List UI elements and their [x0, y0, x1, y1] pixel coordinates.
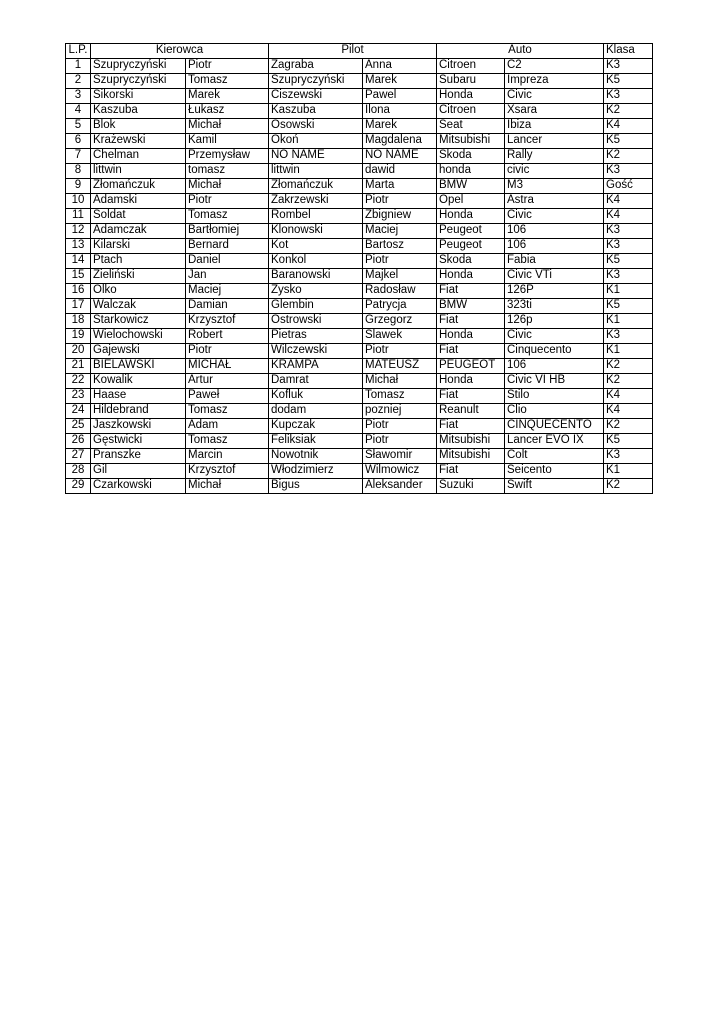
cell-klasa: K4 [604, 389, 653, 404]
table-row [66, 284, 653, 299]
cell-pilot-firstname: Radosław [363, 284, 437, 299]
cell-pilot-surname: KRAMPA [269, 359, 363, 374]
cell-lp: 16 [66, 284, 91, 299]
cell-lp: 9 [66, 179, 91, 194]
cell-car-model: civic [505, 164, 604, 179]
cell-driver-surname: Chelman [91, 149, 186, 164]
cell-car-make: Fiat [437, 419, 505, 434]
cell-lp: 8 [66, 164, 91, 179]
cell-driver-firstname: Paweł [186, 389, 269, 404]
cell-driver-surname: Adamski [91, 194, 186, 209]
table-row [66, 194, 653, 209]
cell-klasa: K5 [604, 74, 653, 89]
cell-pilot-surname: Glembin [269, 299, 363, 314]
cell-lp: 15 [66, 269, 91, 284]
cell-klasa: K3 [604, 239, 653, 254]
cell-lp: 10 [66, 194, 91, 209]
cell-klasa: K4 [604, 404, 653, 419]
cell-pilot-firstname: Piotr [363, 434, 437, 449]
cell-driver-surname: Ptach [91, 254, 186, 269]
cell-driver-firstname: Michał [186, 119, 269, 134]
cell-car-make: Citroen [437, 104, 505, 119]
cell-car-model: 106 [505, 239, 604, 254]
cell-car-make: Fiat [437, 344, 505, 359]
cell-pilot-firstname: Anna [363, 59, 437, 74]
cell-driver-surname: Starkowicz [91, 314, 186, 329]
table-row [66, 359, 653, 374]
cell-pilot-surname: Włodzimierz [269, 464, 363, 479]
cell-car-model: Colt [505, 449, 604, 464]
cell-klasa: K4 [604, 119, 653, 134]
cell-driver-firstname: Michał [186, 179, 269, 194]
cell-klasa: K1 [604, 344, 653, 359]
cell-driver-firstname: Daniel [186, 254, 269, 269]
cell-klasa: K2 [604, 359, 653, 374]
cell-pilot-firstname: Wilmowicz [363, 464, 437, 479]
cell-pilot-firstname: Piotr [363, 419, 437, 434]
cell-pilot-firstname: NO NAME [363, 149, 437, 164]
header-row [66, 44, 653, 59]
cell-pilot-firstname: Sławomir [363, 449, 437, 464]
table-row [66, 404, 653, 419]
cell-car-model: 126p [505, 314, 604, 329]
cell-driver-surname: Gil [91, 464, 186, 479]
cell-driver-surname: BIELAWSKI [91, 359, 186, 374]
cell-car-make: Fiat [437, 314, 505, 329]
cell-pilot-surname: Konkol [269, 254, 363, 269]
cell-klasa: K5 [604, 134, 653, 149]
cell-klasa: K5 [604, 434, 653, 449]
cell-pilot-firstname: Maciej [363, 224, 437, 239]
cell-driver-surname: Wielochowski [91, 329, 186, 344]
table-row [66, 464, 653, 479]
cell-car-make: Honda [437, 89, 505, 104]
cell-driver-firstname: Piotr [186, 344, 269, 359]
cell-lp: 26 [66, 434, 91, 449]
table-row [66, 134, 653, 149]
cell-car-model: Seicento [505, 464, 604, 479]
cell-klasa: K3 [604, 89, 653, 104]
cell-car-model: Clio [505, 404, 604, 419]
cell-driver-firstname: MICHAŁ [186, 359, 269, 374]
cell-klasa: K3 [604, 224, 653, 239]
cell-driver-firstname: Marcin [186, 449, 269, 464]
cell-car-model: M3 [505, 179, 604, 194]
cell-driver-surname: Adamczak [91, 224, 186, 239]
cell-pilot-firstname: Tomasz [363, 389, 437, 404]
cell-driver-surname: Haase [91, 389, 186, 404]
cell-pilot-firstname: Slawek [363, 329, 437, 344]
table-row [66, 239, 653, 254]
cell-pilot-surname: Feliksiak [269, 434, 363, 449]
cell-pilot-surname: Kaszuba [269, 104, 363, 119]
cell-driver-surname: Blok [91, 119, 186, 134]
cell-lp: 1 [66, 59, 91, 74]
cell-driver-firstname: Tomasz [186, 404, 269, 419]
cell-pilot-firstname: Magdalena [363, 134, 437, 149]
cell-klasa: K2 [604, 374, 653, 389]
cell-klasa: K3 [604, 449, 653, 464]
cell-klasa: Gość [604, 179, 653, 194]
cell-car-model: CINQUECENTO [505, 419, 604, 434]
cell-driver-firstname: Tomasz [186, 434, 269, 449]
cell-car-make: Citroen [437, 59, 505, 74]
table-row [66, 59, 653, 74]
cell-lp: 18 [66, 314, 91, 329]
cell-pilot-surname: Żysko [269, 284, 363, 299]
cell-pilot-firstname: Marek [363, 119, 437, 134]
table-row [66, 179, 653, 194]
table-row [66, 434, 653, 449]
cell-car-make: Peugeot [437, 224, 505, 239]
cell-lp: 20 [66, 344, 91, 359]
cell-pilot-surname: Rombel [269, 209, 363, 224]
cell-pilot-surname: Szupryczyński [269, 74, 363, 89]
cell-lp: 21 [66, 359, 91, 374]
cell-driver-surname: Pranszke [91, 449, 186, 464]
cell-pilot-surname: Damrat [269, 374, 363, 389]
cell-lp: 12 [66, 224, 91, 239]
cell-pilot-surname: Osowski [269, 119, 363, 134]
table-row [66, 104, 653, 119]
cell-car-model: Impreza [505, 74, 604, 89]
table-row [66, 74, 653, 89]
cell-driver-firstname: tomasz [186, 164, 269, 179]
cell-lp: 7 [66, 149, 91, 164]
table-row [66, 119, 653, 134]
cell-lp: 6 [66, 134, 91, 149]
cell-lp: 17 [66, 299, 91, 314]
header-pilot: Pilot [269, 44, 437, 59]
cell-pilot-firstname: pozniej [363, 404, 437, 419]
cell-car-model: Xsara [505, 104, 604, 119]
cell-car-model: Cinquecento [505, 344, 604, 359]
cell-driver-surname: Gęstwicki [91, 434, 186, 449]
cell-klasa: K1 [604, 284, 653, 299]
table-row [66, 224, 653, 239]
cell-car-model: Civic [505, 209, 604, 224]
cell-pilot-surname: Zakrzewski [269, 194, 363, 209]
cell-driver-firstname: Damian [186, 299, 269, 314]
cell-pilot-firstname: Majkel [363, 269, 437, 284]
table-row [66, 149, 653, 164]
cell-lp: 24 [66, 404, 91, 419]
cell-pilot-surname: littwin [269, 164, 363, 179]
cell-lp: 5 [66, 119, 91, 134]
table-row [66, 419, 653, 434]
cell-car-model: Lancer [505, 134, 604, 149]
cell-pilot-firstname: Grzegorz [363, 314, 437, 329]
table-row [66, 374, 653, 389]
table-row [66, 89, 653, 104]
cell-pilot-firstname: Piotr [363, 194, 437, 209]
cell-driver-surname: littwin [91, 164, 186, 179]
cell-car-make: Seat [437, 119, 505, 134]
cell-pilot-surname: Złomańczuk [269, 179, 363, 194]
table-row [66, 344, 653, 359]
cell-lp: 27 [66, 449, 91, 464]
cell-pilot-firstname: Pawel [363, 89, 437, 104]
cell-lp: 22 [66, 374, 91, 389]
table-row [66, 269, 653, 284]
cell-car-model: 106 [505, 224, 604, 239]
cell-klasa: K2 [604, 104, 653, 119]
cell-car-make: Reanult [437, 404, 505, 419]
cell-driver-surname: Walczak [91, 299, 186, 314]
cell-pilot-firstname: Bartosz [363, 239, 437, 254]
cell-car-make: Skoda [437, 254, 505, 269]
cell-driver-firstname: Maciej [186, 284, 269, 299]
cell-car-make: Fiat [437, 389, 505, 404]
cell-car-make: Honda [437, 329, 505, 344]
cell-pilot-surname: Baranowski [269, 269, 363, 284]
cell-pilot-surname: Okoń [269, 134, 363, 149]
cell-car-make: Opel [437, 194, 505, 209]
header-klasa: Klasa [604, 44, 653, 59]
cell-lp: 13 [66, 239, 91, 254]
cell-pilot-firstname: Michał [363, 374, 437, 389]
cell-klasa: K2 [604, 479, 653, 494]
cell-pilot-firstname: Patrycja [363, 299, 437, 314]
cell-pilot-firstname: Aleksander [363, 479, 437, 494]
cell-car-make: Suzuki [437, 479, 505, 494]
cell-car-model: Civic VI HB [505, 374, 604, 389]
cell-driver-firstname: Tomasz [186, 209, 269, 224]
cell-klasa: K3 [604, 269, 653, 284]
cell-car-model: 106 [505, 359, 604, 374]
cell-klasa: K1 [604, 314, 653, 329]
cell-driver-surname: Kilarski [91, 239, 186, 254]
cell-car-make: Honda [437, 209, 505, 224]
cell-driver-firstname: Michał [186, 479, 269, 494]
cell-pilot-firstname: Marek [363, 74, 437, 89]
cell-driver-firstname: Przemysław [186, 149, 269, 164]
table-row [66, 449, 653, 464]
cell-driver-surname: Zieliński [91, 269, 186, 284]
cell-driver-surname: Złomańczuk [91, 179, 186, 194]
cell-pilot-firstname: dawid [363, 164, 437, 179]
cell-driver-surname: Krażewski [91, 134, 186, 149]
cell-car-make: Mitsubishi [437, 134, 505, 149]
table-row [66, 299, 653, 314]
cell-car-make: BMW [437, 179, 505, 194]
cell-driver-firstname: Piotr [186, 194, 269, 209]
cell-pilot-surname: Nowotnik [269, 449, 363, 464]
cell-pilot-surname: Pietras [269, 329, 363, 344]
cell-driver-firstname: Piotr [186, 59, 269, 74]
cell-lp: 19 [66, 329, 91, 344]
cell-driver-firstname: Marek [186, 89, 269, 104]
cell-driver-surname: Szupryczyński [91, 59, 186, 74]
cell-driver-surname: Sikorski [91, 89, 186, 104]
cell-car-make: Peugeot [437, 239, 505, 254]
table-body [66, 59, 653, 494]
cell-driver-firstname: Kamil [186, 134, 269, 149]
header-car: Auto [437, 44, 604, 59]
cell-lp: 14 [66, 254, 91, 269]
cell-pilot-surname: Ciszewski [269, 89, 363, 104]
cell-car-model: Civic [505, 89, 604, 104]
cell-lp: 2 [66, 74, 91, 89]
cell-klasa: K2 [604, 149, 653, 164]
cell-driver-firstname: Łukasz [186, 104, 269, 119]
cell-car-model: Astra [505, 194, 604, 209]
cell-klasa: K5 [604, 299, 653, 314]
cell-car-make: PEUGEOT [437, 359, 505, 374]
cell-pilot-surname: Kofluk [269, 389, 363, 404]
cell-klasa: K3 [604, 164, 653, 179]
cell-driver-surname: Czarkowski [91, 479, 186, 494]
cell-klasa: K3 [604, 59, 653, 74]
cell-driver-surname: Hildebrand [91, 404, 186, 419]
cell-pilot-surname: NO NAME [269, 149, 363, 164]
cell-klasa: K1 [604, 464, 653, 479]
cell-klasa: K3 [604, 329, 653, 344]
cell-pilot-firstname: MATEUSZ [363, 359, 437, 374]
cell-driver-firstname: Adam [186, 419, 269, 434]
table-row [66, 254, 653, 269]
table-row [66, 479, 653, 494]
cell-car-make: honda [437, 164, 505, 179]
cell-pilot-firstname: Piotr [363, 254, 437, 269]
cell-driver-surname: Jaszkowski [91, 419, 186, 434]
cell-klasa: K4 [604, 209, 653, 224]
cell-pilot-firstname: Zbigniew [363, 209, 437, 224]
cell-car-make: Honda [437, 374, 505, 389]
cell-driver-surname: Kaszuba [91, 104, 186, 119]
cell-car-model: Stilo [505, 389, 604, 404]
cell-driver-surname: Szupryczyński [91, 74, 186, 89]
table-row [66, 164, 653, 179]
header-driver: Kierowca [91, 44, 269, 59]
cell-pilot-firstname: Piotr [363, 344, 437, 359]
cell-car-model: 126P [505, 284, 604, 299]
cell-klasa: K4 [604, 194, 653, 209]
cell-lp: 28 [66, 464, 91, 479]
cell-lp: 4 [66, 104, 91, 119]
cell-lp: 25 [66, 419, 91, 434]
table-row [66, 209, 653, 224]
cell-pilot-surname: dodam [269, 404, 363, 419]
cell-driver-surname: Olko [91, 284, 186, 299]
cell-lp: 23 [66, 389, 91, 404]
cell-klasa: K5 [604, 254, 653, 269]
cell-lp: 3 [66, 89, 91, 104]
cell-driver-firstname: Bartłomiej [186, 224, 269, 239]
cell-car-model: Lancer EVO IX [505, 434, 604, 449]
cell-car-make: Mitsubishi [437, 434, 505, 449]
cell-car-make: Subaru [437, 74, 505, 89]
header-lp: L.P. [66, 44, 91, 59]
cell-driver-firstname: Tomasz [186, 74, 269, 89]
cell-car-model: Swift [505, 479, 604, 494]
cell-pilot-surname: Kupczak [269, 419, 363, 434]
cell-pilot-surname: Ostrowski [269, 314, 363, 329]
cell-driver-firstname: Robert [186, 329, 269, 344]
cell-driver-firstname: Krzysztof [186, 464, 269, 479]
table-row [66, 314, 653, 329]
cell-driver-surname: Gajewski [91, 344, 186, 359]
table-row [66, 389, 653, 404]
cell-car-make: Mitsubishi [437, 449, 505, 464]
cell-driver-firstname: Krzysztof [186, 314, 269, 329]
cell-pilot-firstname: Marta [363, 179, 437, 194]
cell-car-model: Rally [505, 149, 604, 164]
cell-car-make: Fiat [437, 464, 505, 479]
cell-car-model: Fabia [505, 254, 604, 269]
cell-driver-firstname: Artur [186, 374, 269, 389]
cell-car-model: Civic VTi [505, 269, 604, 284]
cell-car-model: C2 [505, 59, 604, 74]
cell-pilot-surname: Zagraba [269, 59, 363, 74]
cell-driver-surname: Kowalik [91, 374, 186, 389]
cell-car-make: Honda [437, 269, 505, 284]
cell-pilot-surname: Kot [269, 239, 363, 254]
cell-pilot-surname: Klonowski [269, 224, 363, 239]
cell-car-make: Fiat [437, 284, 505, 299]
cell-driver-surname: Soldat [91, 209, 186, 224]
cell-car-model: Civic [505, 329, 604, 344]
cell-car-make: Skoda [437, 149, 505, 164]
cell-pilot-surname: Wilczewski [269, 344, 363, 359]
cell-klasa: K2 [604, 419, 653, 434]
cell-car-model: 323ti [505, 299, 604, 314]
cell-driver-firstname: Jan [186, 269, 269, 284]
cell-lp: 29 [66, 479, 91, 494]
cell-pilot-surname: Bigus [269, 479, 363, 494]
cell-car-model: Ibiza [505, 119, 604, 134]
cell-driver-firstname: Bernard [186, 239, 269, 254]
entries-table [65, 43, 653, 494]
cell-pilot-firstname: Ilona [363, 104, 437, 119]
table-row [66, 329, 653, 344]
cell-car-make: BMW [437, 299, 505, 314]
cell-lp: 11 [66, 209, 91, 224]
